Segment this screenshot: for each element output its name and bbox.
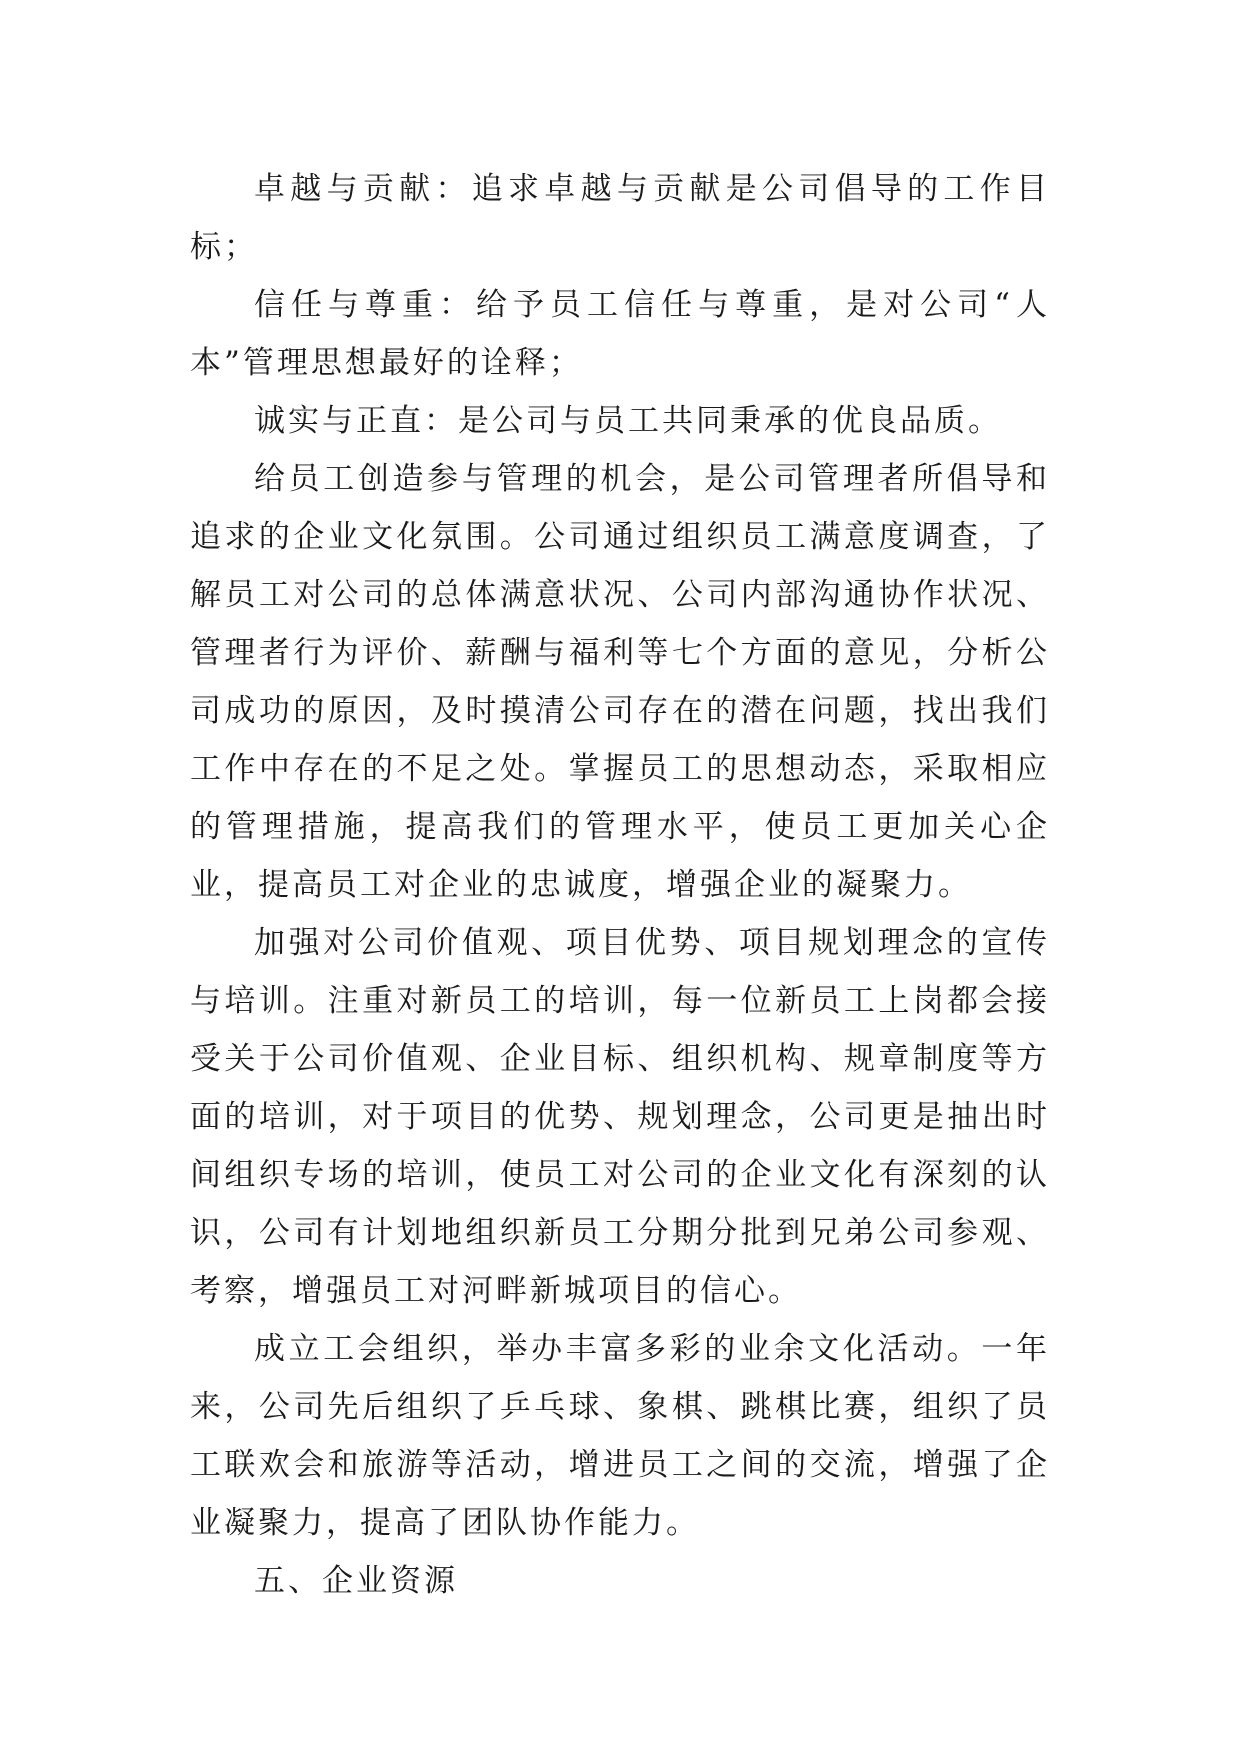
section-heading-resources: 五、企业资源 [254,1563,458,1599]
document-body [190,160,1050,1610]
paragraph-trust: 信任与尊重：给予员工信任与尊重，是对公司“人本”管理思想最好的诠释； [190,287,1050,381]
paragraph-integrity: 诚实与正直：是公司与员工共同秉承的优良品质。 [254,403,1002,439]
paragraph-training: 加强对公司价值观、项目优势、项目规划理念的宣传与培训。注重对新员工的培训，每一位新员工上岗都会接受关于公司价值观、企业目标、组织机构、规章制度等方面的培训，对于项目的优势、规划理念，公司更是抽出时间组织专场的培训，使员工对公司的企业文化有深刻的认识，公司有计划地组织新员工分期分批到兄弟公司参观、考察，增强员工对河畔新城项目的信心。 [190,925,1050,1309]
paragraph-excellence: 卓越与贡献：追求卓越与贡献是公司倡导的工作目标； [190,171,1050,265]
paragraph-union-activities: 成立工会组织，举办丰富多彩的业余文化活动。一年来，公司先后组织了乒乓球、象棋、跳棋比赛，组织了员工联欢会和旅游等活动，增进员工之间的交流，增强了企业凝聚力，提高了团队协作能力。 [190,1331,1050,1541]
paragraph-participation: 给员工创造参与管理的机会，是公司管理者所倡导和追求的企业文化氛围。公司通过组织员工满意度调查，了解员工对公司的总体满意状况、公司内部沟通协作状况、管理者行为评价、薪酬与福利等七个方面的意见，分析公司成功的原因，及时摸清公司存在的潜在问题，找出我们工作中存在的不足之处。掌握员工的思想动态，采取相应的管理措施，提高我们的管理水平，使员工更加关心企业，提高员工对企业的忠诚度，增强企业的凝聚力。 [190,461,1050,903]
